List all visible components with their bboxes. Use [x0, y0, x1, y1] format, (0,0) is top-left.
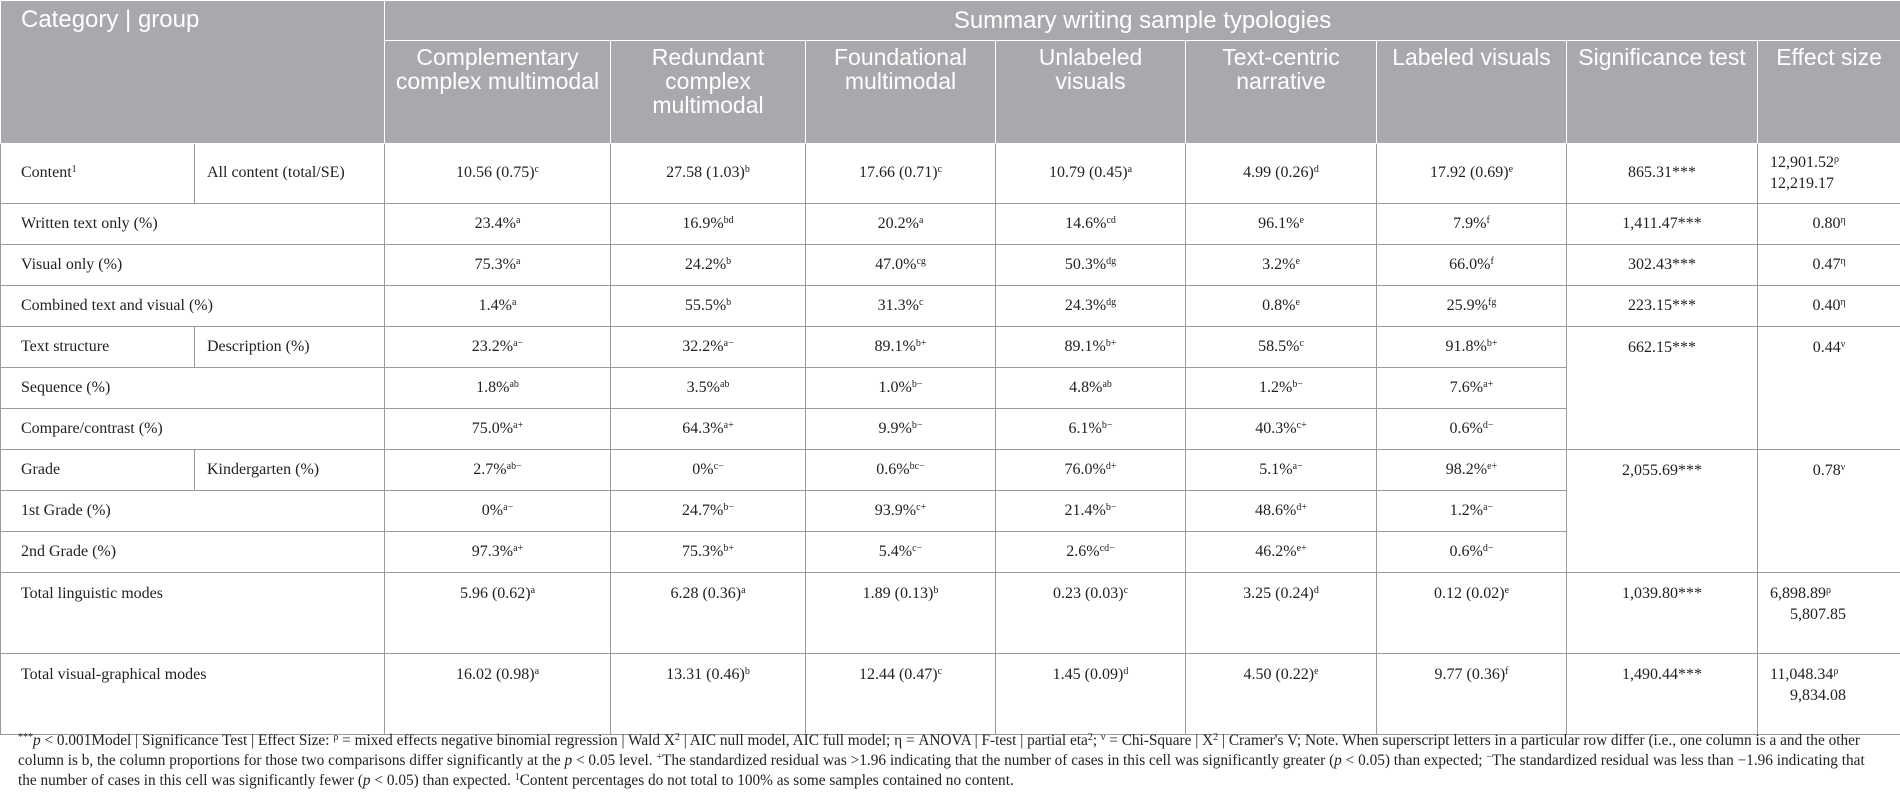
table-cell: 3.5%$^{ab}$ — [611, 368, 806, 409]
table-cell: 46.2%$^{e+}$ — [1186, 532, 1377, 573]
table-cell: 75.3%$^a$ — [385, 245, 611, 286]
significance-cell: 1,490.44*** — [1567, 654, 1758, 735]
table-cell: 0%$^{a-}$ — [385, 491, 611, 532]
table-cell: 0%$^{c-}$ — [611, 450, 806, 491]
row-label: Total linguistic modes — [1, 573, 385, 654]
header-category: Category | group — [1, 1, 385, 144]
table-cell: 0.23 $(0.03)^c$ — [996, 573, 1186, 654]
table-cell: 89.1%$^{b+}$ — [806, 327, 996, 368]
row-group: Kindergarten (%) — [195, 450, 385, 491]
table-cell: 16.9%$^{bd}$ — [611, 204, 806, 245]
row-label: Grade — [1, 450, 195, 491]
table-cell: 5.4%$^{c-}$ — [806, 532, 996, 573]
significance-cell: 2,055.69*** — [1567, 450, 1758, 573]
table-cell: 93.9%$^{c+}$ — [806, 491, 996, 532]
table-cell: 0.6%$^{d-}$ — [1377, 409, 1567, 450]
table-cell: 89.1%$^{b+}$ — [996, 327, 1186, 368]
table-cell: 6.28 $(0.36)^a$ — [611, 573, 806, 654]
table-cell: 1.2%$^{b-}$ — [1186, 368, 1377, 409]
table-cell: 3.2%$^e$ — [1186, 245, 1377, 286]
col-header: Redundant complex multimodal — [611, 41, 806, 144]
effect-cell: $6,898.89^\rho$ 5,807.85 — [1758, 573, 1900, 654]
col-header: Unlabeled visuals — [996, 41, 1186, 144]
table-cell: 1.2%$^{a-}$ — [1377, 491, 1567, 532]
table-cell: 76.0%$^{d+}$ — [996, 450, 1186, 491]
table-cell: 40.3%$^{c+}$ — [1186, 409, 1377, 450]
table-cell: 21.4%$^{b-}$ — [996, 491, 1186, 532]
table-cell: 12.44 $(0.47)^c$ — [806, 654, 996, 735]
col-header: Complementary complex multimodal — [385, 41, 611, 144]
table-cell: 4.50 $(0.22)^e$ — [1186, 654, 1377, 735]
table-cell: 0.6%$^{d-}$ — [1377, 532, 1567, 573]
table-cell: 23.2%$^{a-}$ — [385, 327, 611, 368]
table-cell: 91.8%$^{b+}$ — [1377, 327, 1567, 368]
effect-cell: $0.40^\eta$ — [1758, 286, 1900, 327]
table-row — [1, 286, 1900, 327]
effect-cell: $0.44^\nu$ — [1758, 327, 1900, 450]
row-label: Sequence (%) — [1, 368, 385, 409]
table-cell: 3.25 $(0.24)^d$ — [1186, 573, 1377, 654]
row-label: 2nd Grade (%) — [1, 532, 385, 573]
table-cell: 13.31 $(0.46)^b$ — [611, 654, 806, 735]
table-cell: 24.7%$^{b-}$ — [611, 491, 806, 532]
table-cell: 1.0%$^{b-}$ — [806, 368, 996, 409]
table-cell: 14.6%$^{cd}$ — [996, 204, 1186, 245]
table-cell: 7.9%$^f$ — [1377, 204, 1567, 245]
table-cell: 7.6%$^{a+}$ — [1377, 368, 1567, 409]
table-cell: 58.5%$^c$ — [1186, 327, 1377, 368]
table-row — [1, 573, 1900, 654]
table-cell: 6.1%$^{b-}$ — [996, 409, 1186, 450]
table-cell: 50.3%$^{dg}$ — [996, 245, 1186, 286]
table-cell: 0.6%$^{bc-}$ — [806, 450, 996, 491]
row-label: Text structure — [1, 327, 195, 368]
significance-cell: 223.15*** — [1567, 286, 1758, 327]
table-row — [1, 654, 1900, 735]
significance-cell: 1,411.47*** — [1567, 204, 1758, 245]
col-header: Labeled visuals — [1377, 41, 1567, 144]
effect-cell: $0.78^\nu$ — [1758, 450, 1900, 573]
table-row — [1, 245, 1900, 286]
table-cell: 55.5%$^b$ — [611, 286, 806, 327]
table-cell: 24.3%$^{dg}$ — [996, 286, 1186, 327]
row-label: Combined text and visual (%) — [1, 286, 385, 327]
table-row — [1, 144, 1900, 204]
significance-cell: 865.31*** — [1567, 144, 1758, 204]
row-group: All content (total/SE) — [195, 144, 385, 204]
effect-cell: $0.80^\eta$ — [1758, 204, 1900, 245]
table-cell: 10.56 $(0.75)^c$ — [385, 144, 611, 204]
row-label: Content$^1$ — [1, 144, 195, 204]
significance-cell: 1,039.80*** — [1567, 573, 1758, 654]
table-cell: 0.12 $(0.02)^e$ — [1377, 573, 1567, 654]
effect-cell: $11,048.34^\rho$ 9,834.08 — [1758, 654, 1900, 735]
table-cell: 27.58 $(1.03)^b$ — [611, 144, 806, 204]
effect-cell: $12,901.52^\rho$ 12,219.17 — [1758, 144, 1900, 204]
effect-cell: $0.47^\eta$ — [1758, 245, 1900, 286]
row-label: Visual only (%) — [1, 245, 385, 286]
table-row — [1, 204, 1900, 245]
table-cell: 5.96 $(0.62)^a$ — [385, 573, 611, 654]
table-cell: 9.9%$^{b-}$ — [806, 409, 996, 450]
table-cell: 17.66 $(0.71)^c$ — [806, 144, 996, 204]
table-cell: 32.2%$^{a-}$ — [611, 327, 806, 368]
table-row — [1, 327, 1900, 368]
table-cell: 75.3%$^{b+}$ — [611, 532, 806, 573]
table-cell: 24.2%$^b$ — [611, 245, 806, 286]
table-cell: 48.6%$^{d+}$ — [1186, 491, 1377, 532]
table-cell: 0.8%$^e$ — [1186, 286, 1377, 327]
table-cell: 1.4%$^a$ — [385, 286, 611, 327]
table-cell: 5.1%$^{a-}$ — [1186, 450, 1377, 491]
table-cell: 20.2%$^a$ — [806, 204, 996, 245]
table-cell: 75.0%$^{a+}$ — [385, 409, 611, 450]
col-header: Effect size — [1758, 41, 1900, 144]
table-cell: 17.92 $(0.69)^e$ — [1377, 144, 1567, 204]
row-group: Description (%) — [195, 327, 385, 368]
row-label: Compare/contrast (%) — [1, 409, 385, 450]
table-cell: 4.99 $(0.26)^d$ — [1186, 144, 1377, 204]
col-header: Foundational multimodal — [806, 41, 996, 144]
table-cell: 10.79 $(0.45)^a$ — [996, 144, 1186, 204]
table-cell: 2.6%$^{cd-}$ — [996, 532, 1186, 573]
table-cell: 1.89 $(0.13)^b$ — [806, 573, 996, 654]
table-cell: 16.02 $(0.98)^a$ — [385, 654, 611, 735]
table-cell: 98.2%$^{e+}$ — [1377, 450, 1567, 491]
row-label: Written text only (%) — [1, 204, 385, 245]
table-cell: 1.45 $(0.09)^d$ — [996, 654, 1186, 735]
table-cell: 97.3%$^{a+}$ — [385, 532, 611, 573]
table-cell: 25.9%$^{fg}$ — [1377, 286, 1567, 327]
table-cell: 1.8%$^{ab}$ — [385, 368, 611, 409]
col-header: Text-centric narrative — [1186, 41, 1377, 144]
row-label: Total visual-graphical modes — [1, 654, 385, 735]
table-cell: 9.77 $(0.36)^f$ — [1377, 654, 1567, 735]
row-label: 1st Grade (%) — [1, 491, 385, 532]
col-header: Significance test — [1567, 41, 1758, 144]
significance-cell: 662.15*** — [1567, 327, 1758, 450]
table-cell: 66.0%$^f$ — [1377, 245, 1567, 286]
significance-cell: 302.43*** — [1567, 245, 1758, 286]
header-typologies: Summary writing sample typologies — [385, 1, 1900, 41]
table-cell: 4.8%$^{ab}$ — [996, 368, 1186, 409]
table-cell: 23.4%$^a$ — [385, 204, 611, 245]
table-cell: 2.7%$^{ab-}$ — [385, 450, 611, 491]
table-cell: 96.1%$^e$ — [1186, 204, 1377, 245]
table-cell: 31.3%$^c$ — [806, 286, 996, 327]
table-footnote: ***p < 0.001Model | Significance Test | Effect Size: $^\rho$ = mixed effects negative binomial regression | Wald $X^2$ | AIC null model, AIC full model; η = ANOVA | F-test | partial eta$^2$; $^\nu$ = Chi-Square | $X^2$ | Cramer's V; Note. When superscript letters in a particular row differ (i.e., one column is a and the other column is b, the column proportions for those two comparisons differ significantly at the p < 0.05 level. +The standardized residual was >1.96 indicating that the number of cases in this cell was significantly greater (p < 0.05) than expected; −The standardized residual was less than −1.96 indicating that the number of cases in this cell was significantly fewer (p < 0.05) than expected. $^1$Content percentages do not total to 100% as some samples contained no content. — [18, 732, 1865, 789]
table-row — [1, 450, 1900, 491]
table-cell: 64.3%$^{a+}$ — [611, 409, 806, 450]
table-cell: 47.0%$^{cg}$ — [806, 245, 996, 286]
